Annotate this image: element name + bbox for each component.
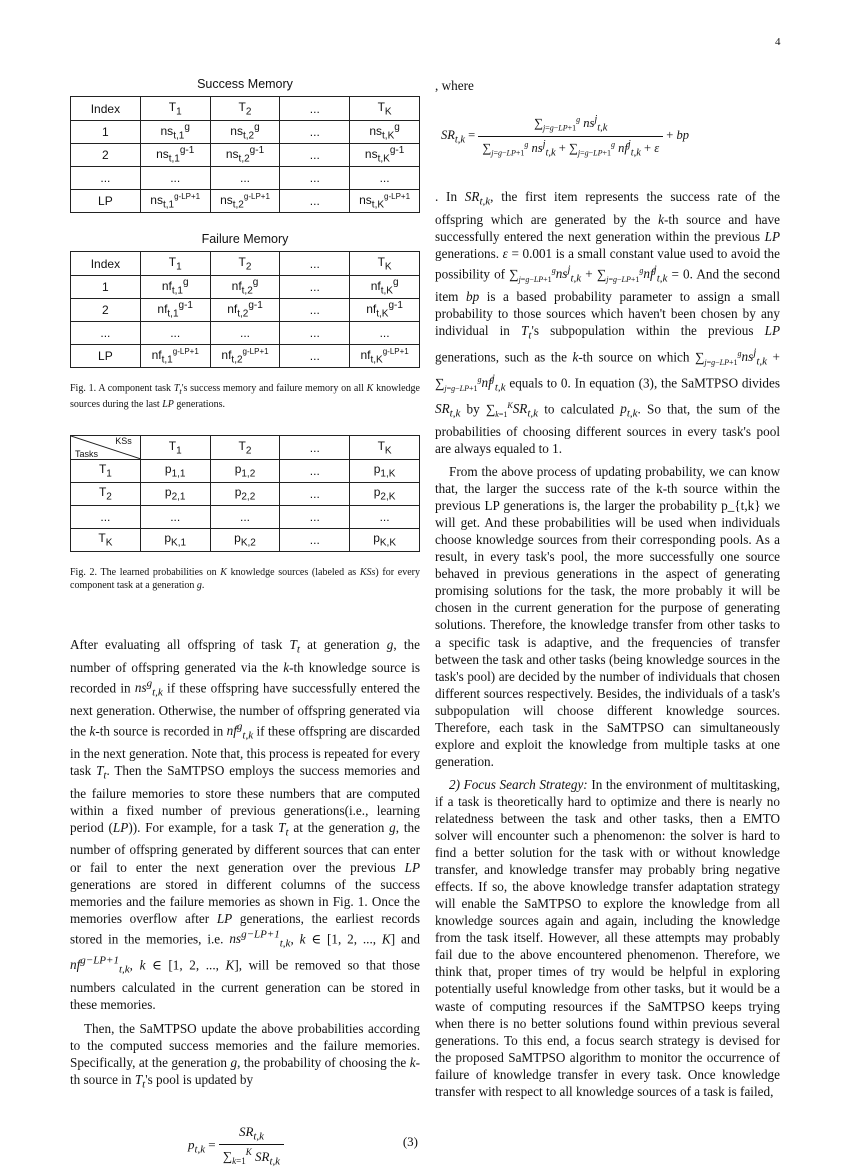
right-paragraph-3	[435, 776, 780, 1100]
table-row: 2 $ns_{t,1}^{g-1}$ $ns_{t,2}^{g-1}$ ... $ns_{t,K}^{g-1}$	[71, 144, 420, 167]
right-paragraph-1: . In $SR_{t,k}$, the first item represents the success rate of the offspring which are generated by the k-th source and have successfully entered the next generation within the previous LP generations. ε = 0.001 is a small constant value used to avoid the possibility of $\sum_{j=g-LP+1}^gns^j_{t,k} + \sum_{j=g-LP+1}^gnf^j_{t,k} = 0$. And the second item bp is a based probability parameter to assign a small probability to those sources which haven't been chosen by any individual in $T_t's$ subpopulation within the previous LP generations, such as the k-th source on which $\sum_{j=g-LP+1}^gns^j_{t,k} + \sum_{j=g-LP+1}^gnf^j_{t,k}$ equals to 0. In equation (3), the SaMTPSO divides $SR_{t,k}$ by $\sum_{k=1}^KSR_{t,k}$ to calculated $p_{t,k}$. So that, the sum of the probabilities of choosing different sources in every task's pool are always equaled to 1.	[435, 189, 780, 457]
header-index: Index	[71, 97, 141, 121]
figure-1-caption: Fig. 1. A component task $T_t's$ success memory and failure memory on all K knowledge sources during the last LP generations.	[70, 383, 420, 410]
table-row: $T_2$ $p_{2,1}$ $p_{2,2}$ ... $p_{2,K}$	[71, 483, 420, 506]
page-number: 4	[775, 36, 781, 48]
header-t2: $T_2$	[210, 97, 280, 121]
table-row: ... ... ... ... ...	[71, 167, 420, 190]
focus-search-text: In the environment of multitasking, if a task is theoretically hard to optimize and there is nearly no relatedness between the task and other tasks, then a EMTO solver will encounter such a phenomenon: the solver is hard to find a better solution for the task with or without knowledge transfer, and knowledge transfer may probably bring negative effects. If so, the above knowledge transfer adaptation strategy will enable the SaMTPSO to explore the knowledge from all knowledge sources again and again, including the knowledge from the task itself. However, all these attempts may probably fail due to the above encountered phenomenon. Therefore, we think that, proper times of try would be helpful in exploring potentially useful knowledge from other tasks, but it would be a waste of computing resources if the SaMTPSO keeps trying when there is no better solutions found within previous several generations. To this end, a focus search strategy is devised for the proposed SaMTPSO algorithm to monitor the occurrence of failure of knowledge transfer in every task. Once knowledge transfer with respect to all knowledge sources of a task is failed,	[435, 776, 780, 1099]
table-row: 1 $nf_{t,1}^g$ $nf_{t,2}^g$ ... $nf_{t,K}^g$	[71, 276, 420, 299]
table-row: 2 $nf_{t,1}^{g-1}$ $nf_{t,2}^{g-1}$ ... $nf_{t,K}^{g-1}$	[71, 299, 420, 322]
table-row: 1 $ns_{t,1}^g$ $ns_{t,2}^g$ ... $ns_{t,K}^g$	[71, 121, 420, 144]
right-paragraph-2: From the above process of updating probability, we can know that, the larger the success rate of the k-th source within the previous LP generations is, the larger the probability p_{t,k} we will get. And these probabilities will be used when individuals choose knowledge sources from their corresponding pools. As a result, in every task's pool, the more successfully one source behaved in previous generations in the aspect of generating promising solutions for the task, the more probably it will be chosen in the current generation for the purpose of generating solutions. Therefore, the knowledge transfer from other tasks to a specific task is adaptive, and the frequencies of transfer between the task and other tasks (being knowledge sources in the task's pool) are decided by the number of individuals that chosen different sources respectively. Besides, the individuals of a task's subpopulation will choose different knowledge sources. Therefore, each task in the SaMTPSO can simultaneously explore and exploit the knowledge from multiple tasks at one generation.	[435, 464, 780, 769]
tasks-label: Tasks	[75, 449, 99, 459]
failure-memory-table	[70, 251, 420, 368]
ks-label: KSs	[115, 436, 132, 446]
success-memory-title: Success Memory	[197, 77, 293, 91]
table-row: ... ... ... ... ...	[71, 506, 420, 529]
figure-2-caption: Fig. 2. The learned probabilities on K knowledge sources (labeled as KSs) for every component task at a generation g.	[70, 567, 420, 591]
table-header-row: KSs Tasks $T_1$ $T_2$ ... $T_K$	[71, 436, 420, 460]
table-header-row: Index $T_1$ $T_2$ ... $T_K$	[71, 252, 420, 276]
header-ellipsis: ...	[280, 97, 350, 121]
table-corner-cell	[71, 436, 141, 460]
where-text: , where	[435, 78, 474, 93]
table-row: $T_K$ $p_{K,1}$ $p_{K,2}$ ... $p_{K,K}$	[71, 529, 420, 552]
probability-table	[70, 435, 420, 552]
failure-memory-title: Failure Memory	[201, 232, 289, 246]
table-row: LP $ns_{t,1}^{g-LP+1}$ $ns_{t,2}^{g-LP+1}$ ... $ns_{t,K}^{g-LP+1}$	[71, 190, 420, 213]
left-paragraph-2: Then, the SaMTPSO update the above probabilities according to the computed success memories and the failure memories. Specifically, at the generation g, the probability of choosing the k-th source in $T_t's$ pool is updated by	[70, 1020, 420, 1091]
equation-sr: $SR_{t,k}$ = $\frac{\sum_{j=g-LP+1}^g ns^j_{t,k}}{\sum_{j=g-LP+1}^g ns^j_{t,k} + \sum_{j=g-LP+1}^g nf^j_{t,k} + \varepsilon}$ + bp	[441, 114, 689, 159]
header-tk: $T_K$	[350, 97, 420, 121]
equation-3: $p_{t,k}$ = $\frac{SR_{t,k}}{\sum_{k=1}^K SR_{t,k}}$ (3)	[188, 1123, 418, 1168]
left-column	[70, 77, 420, 1168]
table-row: $T_1$ $p_{1,1}$ $p_{1,2}$ ... $p_{1,K}$	[71, 460, 420, 483]
header-t1: $T_1$	[140, 97, 210, 121]
right-column	[435, 77, 780, 1100]
success-memory-table	[70, 96, 420, 213]
left-paragraph-1: After evaluating all offspring of task $T_t$ at generation g, the number of offspring generated via the k-th knowledge source is recorded in $ns^g_{t,k}$ if these offspring have successfully entered the next generation. Otherwise, the number of offspring generated via the k-th source is recorded in $nf^g_{t,k}$ if these offspring are discarded in the next generation. Note that, this process is repeated for every task $T_t$. Then the SaMTPSO employs the success memories and the failure memories to store these numbers that are computed within a fixed number of previous generations(i.e., learning period (LP)). For example, for a task $T_t$ at the generation g, the number of offspring generated by different sources that can enter or fail to enter the next generation over the previous LP generations are stored in different columns of the success memories and the failure memories as shown in Fig. 1. Once the memories overflow after LP generations, the earliest records stored in the memories, i.e. $ns^{g-LP+1}_{t,k}$, k ∈ [1, 2, ..., K] and $nf^{g-LP+1}_{t,k}$, k ∈ [1, 2, ..., K], will be removed so that those numbers calculated in the current generation can be stored in these memories.	[70, 637, 421, 1012]
focus-search-heading: 2) Focus Search Strategy:	[449, 776, 588, 792]
table-row: LP $nf_{t,1}^{g-LP+1}$ $nf_{t,2}^{g-LP+1}$ ... $nf_{t,K}^{g-LP+1}$	[71, 345, 420, 368]
table-row: ... ... ... ... ...	[71, 322, 420, 345]
equation-3-label: (3)	[402, 1133, 418, 1149]
table-header-row	[71, 97, 420, 121]
